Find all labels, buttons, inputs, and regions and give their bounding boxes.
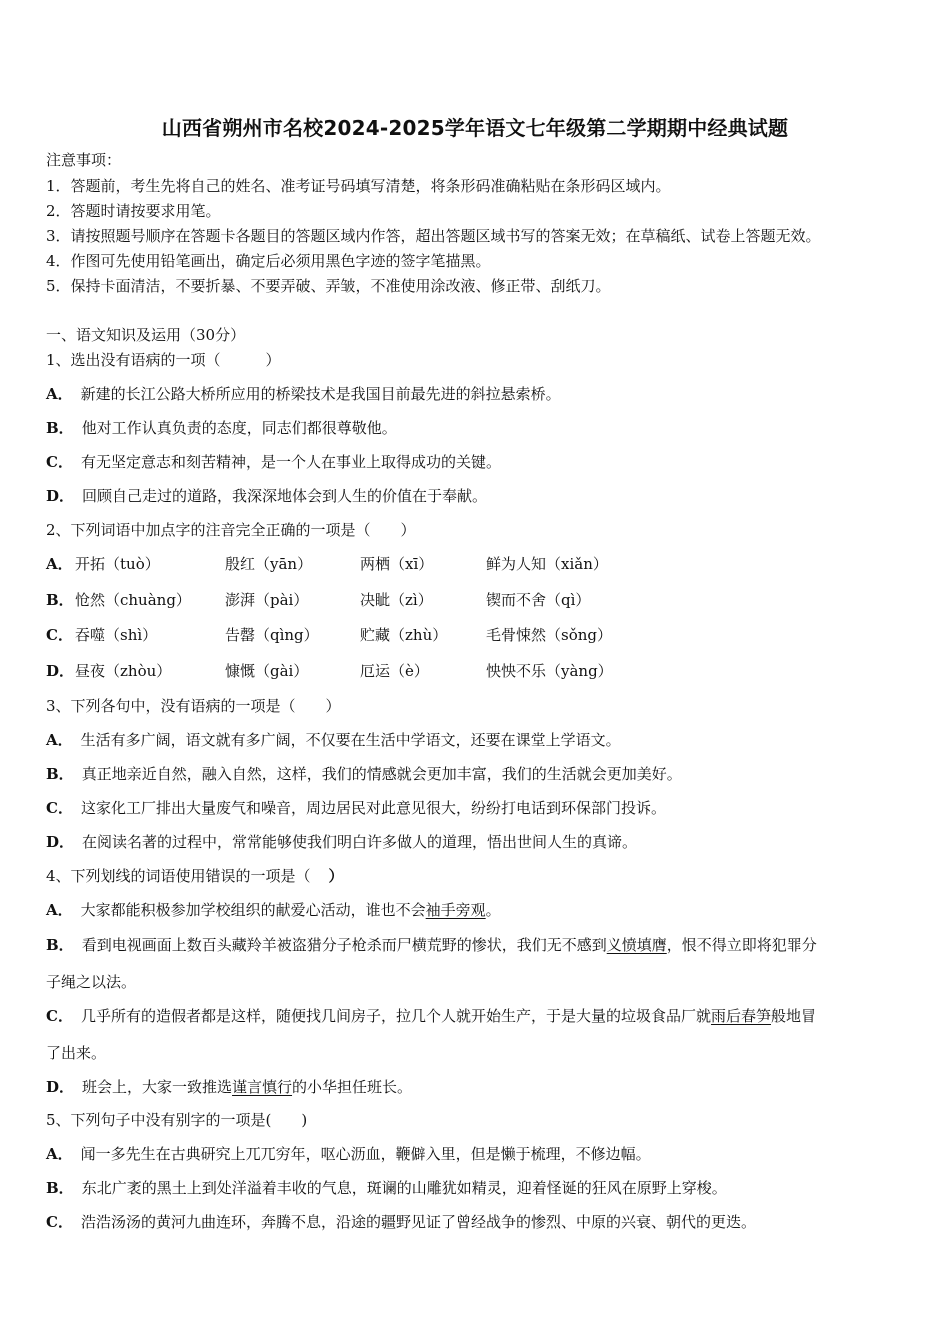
option-label: A． bbox=[46, 901, 73, 919]
question-3-option-b bbox=[46, 764, 682, 784]
option-label: A． bbox=[46, 385, 73, 403]
stem-close: ） bbox=[328, 867, 344, 885]
option-label: C． bbox=[46, 799, 73, 817]
option-text: 他对工作认真负责的态度，同志们都很尊敬他。 bbox=[81, 419, 397, 437]
option-text: ，恨不得立即将犯罪分 bbox=[666, 936, 817, 954]
question-4-option-d bbox=[46, 1077, 412, 1097]
option-label: C． bbox=[46, 626, 73, 644]
underlined-term: 义愤填膺 bbox=[606, 936, 667, 954]
underlined-term: 袖手旁观 bbox=[425, 901, 486, 919]
pinyin-item: 鲜为人知（xiǎn） bbox=[486, 555, 608, 573]
question-4-stem bbox=[46, 866, 344, 886]
option-label: B． bbox=[46, 936, 74, 954]
option-label: C． bbox=[46, 1213, 73, 1231]
pinyin-item: 开拓（tuò） bbox=[75, 555, 160, 573]
pinyin-item: 澎湃（pài） bbox=[225, 591, 309, 609]
option-label: A． bbox=[46, 731, 73, 749]
option-label: B． bbox=[46, 765, 74, 783]
stem-text: 4、下列划线的词语使用错误的一项是（ bbox=[46, 867, 311, 885]
pinyin-item: 锲而不舍（qì） bbox=[486, 591, 591, 609]
pinyin-item: 决眦（zì） bbox=[360, 591, 433, 609]
option-text: 的小华担任班长。 bbox=[292, 1078, 413, 1096]
option-text: 闻一多先生在古典研究上兀兀穷年，呕心沥血，鞭僻入里，但是懒于梳理，不修边幅。 bbox=[80, 1145, 651, 1163]
note-item: 4．作图可先使用铅笔画出，确定后必须用黑色字迹的签字笔描黑。 bbox=[46, 252, 491, 270]
pinyin-item: 怏怏不乐（yàng） bbox=[486, 662, 613, 680]
option-text: 有无坚定意志和刻苦精神，是一个人在事业上取得成功的关键。 bbox=[80, 453, 501, 471]
pinyin-item: 告罄（qìng） bbox=[225, 626, 319, 644]
question-1-option-a bbox=[46, 384, 561, 404]
option-label: D． bbox=[46, 1078, 75, 1096]
option-text: 看到电视画面上数百头藏羚羊被盗猎分子枪杀而尸横荒野的惨状，我们无不感到 bbox=[81, 936, 607, 954]
pinyin-item: 昼夜（zhòu） bbox=[75, 662, 172, 680]
question-5-option-c bbox=[46, 1212, 756, 1232]
question-3-option-d bbox=[46, 832, 637, 852]
option-label: B． bbox=[46, 419, 74, 437]
question-1-option-d bbox=[46, 486, 487, 506]
pinyin-item: 两栖（xī） bbox=[360, 555, 434, 573]
pinyin-item: 贮藏（zhù） bbox=[360, 626, 448, 644]
pinyin-item: 慷慨（gài） bbox=[225, 662, 309, 680]
option-text: 真正地亲近自然，融入自然，这样，我们的情感就会更加丰富，我们的生活就会更加美好。 bbox=[81, 765, 682, 783]
pinyin-item: 怆然（chuàng） bbox=[75, 591, 191, 609]
question-5-option-b bbox=[46, 1178, 727, 1198]
option-label: D． bbox=[46, 833, 75, 851]
question-5-option-a bbox=[46, 1144, 651, 1164]
option-text: 浩浩汤汤的黄河九曲连环，奔腾不息，沿途的疆野见证了曾经战争的惨烈、中原的兴衰、朝代的更迭。 bbox=[80, 1213, 756, 1231]
underlined-term: 谨言慎行 bbox=[232, 1078, 293, 1096]
option-text: 般地冒 bbox=[770, 1007, 816, 1025]
pinyin-item: 毛骨悚然（sǒng） bbox=[486, 626, 612, 644]
pinyin-item: 厄运（è） bbox=[360, 662, 429, 680]
option-text: 。 bbox=[485, 901, 501, 919]
option-text: 东北广袤的黑土上到处洋溢着丰收的气息，斑谰的山雕犹如精灵，迎着怪诞的狂风在原野上穿梭。 bbox=[81, 1179, 727, 1197]
option-text: 班会上，大家一致推选 bbox=[82, 1078, 233, 1096]
option-label: C． bbox=[46, 453, 73, 471]
question-4-option-b-cont: 子绳之以法。 bbox=[46, 973, 137, 991]
note-item: 5．保持卡面清洁，不要折暴、不要弄破、弄皱，不准使用涂改液、修正带、刮纸刀。 bbox=[46, 277, 611, 295]
page-title: 山西省朔州市名校2024-2025学年语文七年级第二学期期中经典试题 bbox=[161, 116, 789, 140]
section-heading: 一、语文知识及运用（30分） bbox=[46, 326, 246, 344]
question-1-stem: 1、选出没有语病的一项（ ） bbox=[46, 351, 281, 369]
question-3-stem: 3、下列各句中，没有语病的一项是（ ） bbox=[46, 697, 341, 715]
option-text: 几乎所有的造假者都是这样，随便找几间房子，拉几个人就开始生产，于是大量的垃圾食品厂就 bbox=[80, 1007, 711, 1025]
option-text: 大家都能积极参加学校组织的献爱心活动，谁也不会 bbox=[80, 901, 426, 919]
option-text: 这家化工厂排出大量废气和噪音，周边居民对此意见很大，纷纷打电话到环保部门投诉。 bbox=[80, 799, 666, 817]
question-3-option-a bbox=[46, 730, 621, 750]
option-label: D． bbox=[46, 662, 75, 680]
option-label: A． bbox=[46, 555, 73, 573]
question-2-stem: 2、下列词语中加点字的注音完全正确的一项是（ ） bbox=[46, 521, 416, 539]
option-text: 在阅读名著的过程中，常常能够使我们明白许多做人的道理，悟出世间人生的真谛。 bbox=[82, 833, 638, 851]
option-label: C． bbox=[46, 1007, 73, 1025]
question-5-stem: 5、下列句子中没有别字的一项是( ) bbox=[46, 1111, 308, 1129]
note-item: 2．答题时请按要求用笔。 bbox=[46, 202, 221, 220]
option-text: 新建的长江公路大桥所应用的桥梁技术是我国目前最先进的斜拉悬索桥。 bbox=[80, 385, 561, 403]
option-text: 生活有多广阔，语文就有多广阔，不仅要在生活中学语文，还要在课堂上学语文。 bbox=[80, 731, 621, 749]
question-3-option-c bbox=[46, 798, 666, 818]
option-label: D． bbox=[46, 487, 75, 505]
pinyin-item: 吞噬（shì） bbox=[75, 626, 158, 644]
underlined-term: 雨后春笋 bbox=[710, 1007, 771, 1025]
note-item: 3．请按照题号顺序在答题卡各题目的答题区域内作答，超出答题区域书写的答案无效；在草稿纸、试卷上答题无效。 bbox=[46, 227, 821, 245]
question-1-option-b bbox=[46, 418, 397, 438]
option-label: B． bbox=[46, 1179, 74, 1197]
notes-heading: 注意事项： bbox=[46, 151, 122, 169]
pinyin-item: 殷红（yān） bbox=[225, 555, 313, 573]
question-4-option-a bbox=[46, 900, 501, 920]
question-4-option-b bbox=[46, 935, 817, 955]
option-label: B． bbox=[46, 591, 74, 609]
option-text: 回顾自己走过的道路，我深深地体会到人生的价值在于奉献。 bbox=[82, 487, 488, 505]
question-4-option-c bbox=[46, 1006, 816, 1026]
question-4-option-c-cont: 了出来。 bbox=[46, 1044, 107, 1062]
option-label: A． bbox=[46, 1145, 73, 1163]
question-1-option-c bbox=[46, 452, 501, 472]
note-item: 1．答题前，考生先将自己的姓名、准考证号码填写清楚，将条形码准确粘贴在条形码区域内。 bbox=[46, 177, 671, 195]
